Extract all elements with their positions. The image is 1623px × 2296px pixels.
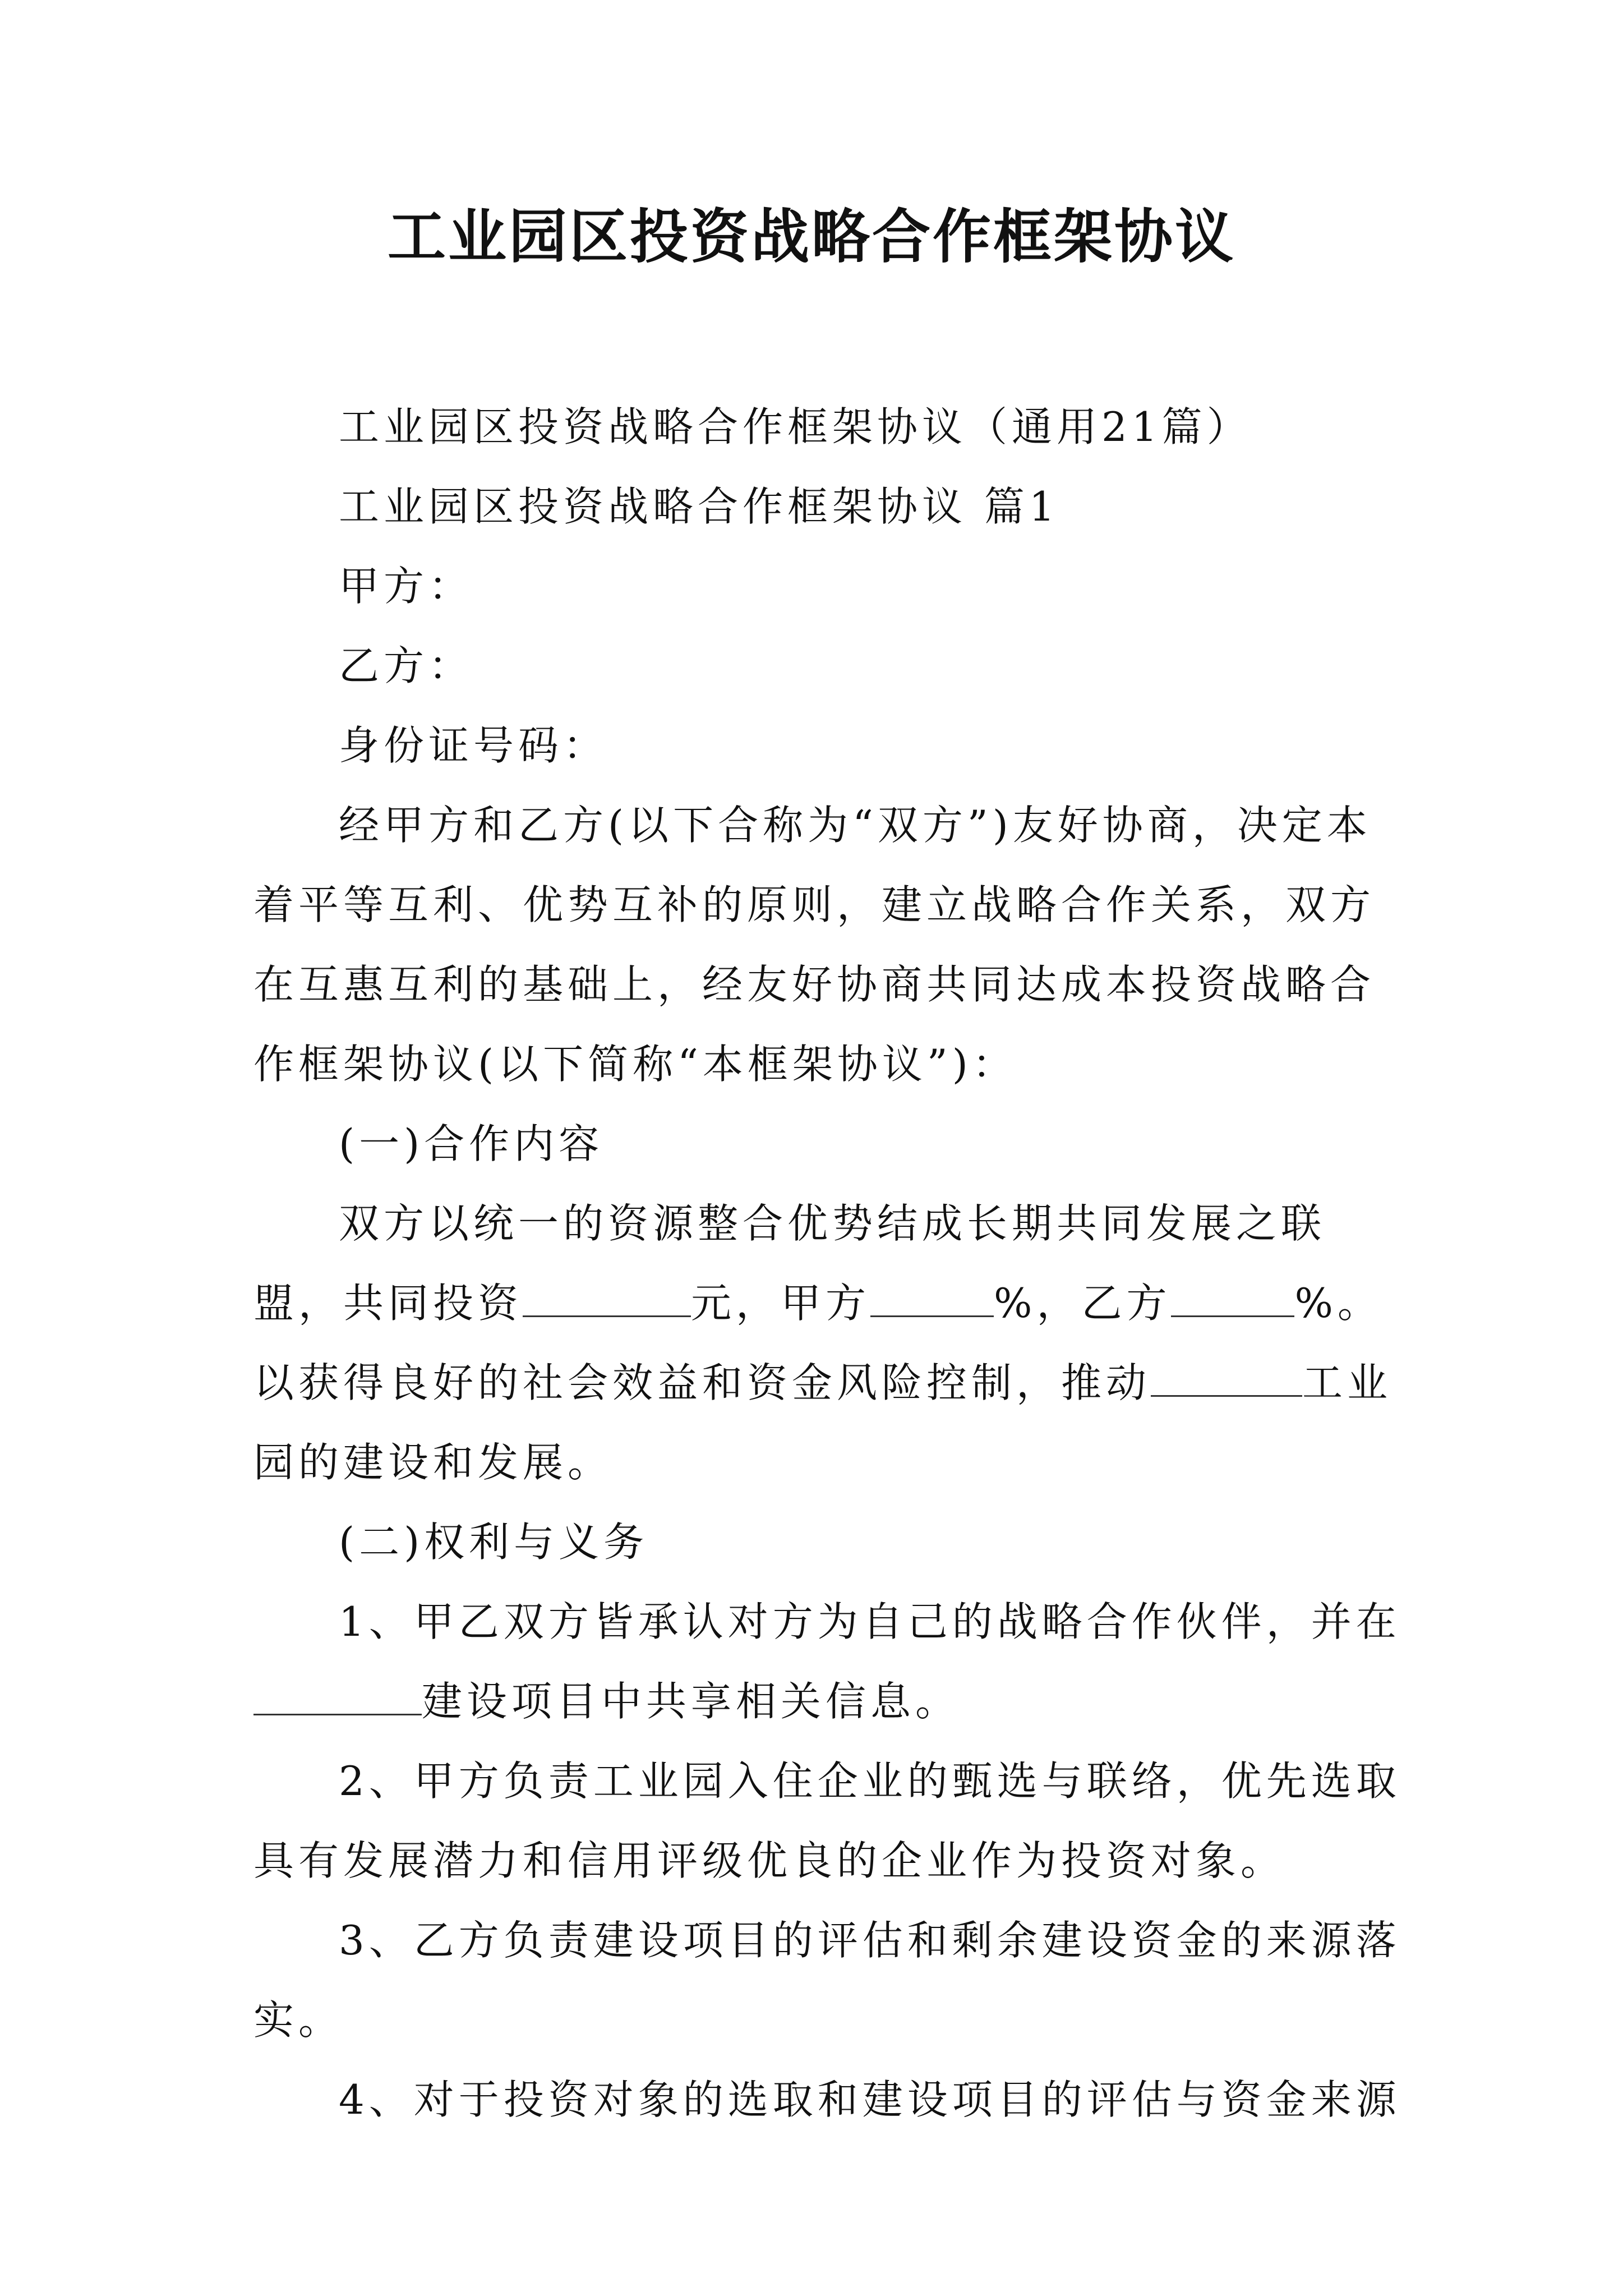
cooperation-text-1: 双方以统一的资源整合优势结成长期共同发展之联盟，共同投资 — [253, 1200, 1326, 1327]
item-1-text-2: 建设项目中共享相关信息。 — [422, 1678, 961, 1725]
cooperation-text-3: %，乙方 — [994, 1280, 1172, 1327]
project-name-blank — [253, 1673, 422, 1715]
document-title: 工业园区投资战略合作框架协议 — [387, 202, 1235, 271]
document-body — [253, 387, 1403, 2139]
party-b-label: 乙方： — [339, 642, 474, 689]
id-number-label: 身份证号码： — [339, 722, 608, 769]
intro-paragraph: 经甲方和乙方(以下合称为“双方”)友好协商，决定本着平等互利、优势互补的原则，建立战略合作关系，双方在互惠互利的基础上，经友好协商共同达成本投资战略合作框架协议(以下简称“本框架协议”)： — [253, 802, 1376, 1088]
investment-amount-blank — [523, 1275, 691, 1317]
heading-cooperation-content: (一)合作内容 — [339, 1120, 604, 1167]
section-title: 工业园区投资战略合作框架协议 篇1 — [339, 483, 1059, 530]
party-a-percent-blank — [870, 1275, 994, 1317]
obligation-item-4: 4、对于投资对象的选取和建设项目的评估与资金来源 — [339, 2076, 1401, 2123]
obligation-item-1 — [253, 1582, 1403, 1741]
cooperation-paragraph — [253, 1184, 1403, 1502]
party-b-percent-blank — [1171, 1275, 1294, 1317]
cooperation-text-2: 元，甲方 — [691, 1280, 871, 1327]
industrial-park-name-blank — [1151, 1355, 1302, 1397]
heading-rights-obligations: (二)权利与义务 — [339, 1519, 649, 1566]
cooperation-text-5: 工业园的建设和发展。 — [253, 1359, 1393, 1486]
party-a-label: 甲方： — [339, 563, 474, 610]
obligation-item-2: 2、甲方负责工业园入住企业的甄选与联络，优先选取具有发展潜力和信用评级优良的企业作为投资对象。 — [253, 1757, 1401, 1884]
cooperation-text-4: %。以获得良好的社会效益和资金风险控制，推动 — [253, 1280, 1382, 1406]
item-1-text-1: 1、甲乙双方皆承认对方为自己的战略合作伙伴，并在 — [339, 1598, 1401, 1645]
obligation-item-3: 3、乙方负责建设项目的评估和剩余建设资金的来源落实。 — [253, 1917, 1401, 2044]
document-subtitle: 工业园区投资战略合作框架协议（通用21篇） — [339, 403, 1252, 450]
